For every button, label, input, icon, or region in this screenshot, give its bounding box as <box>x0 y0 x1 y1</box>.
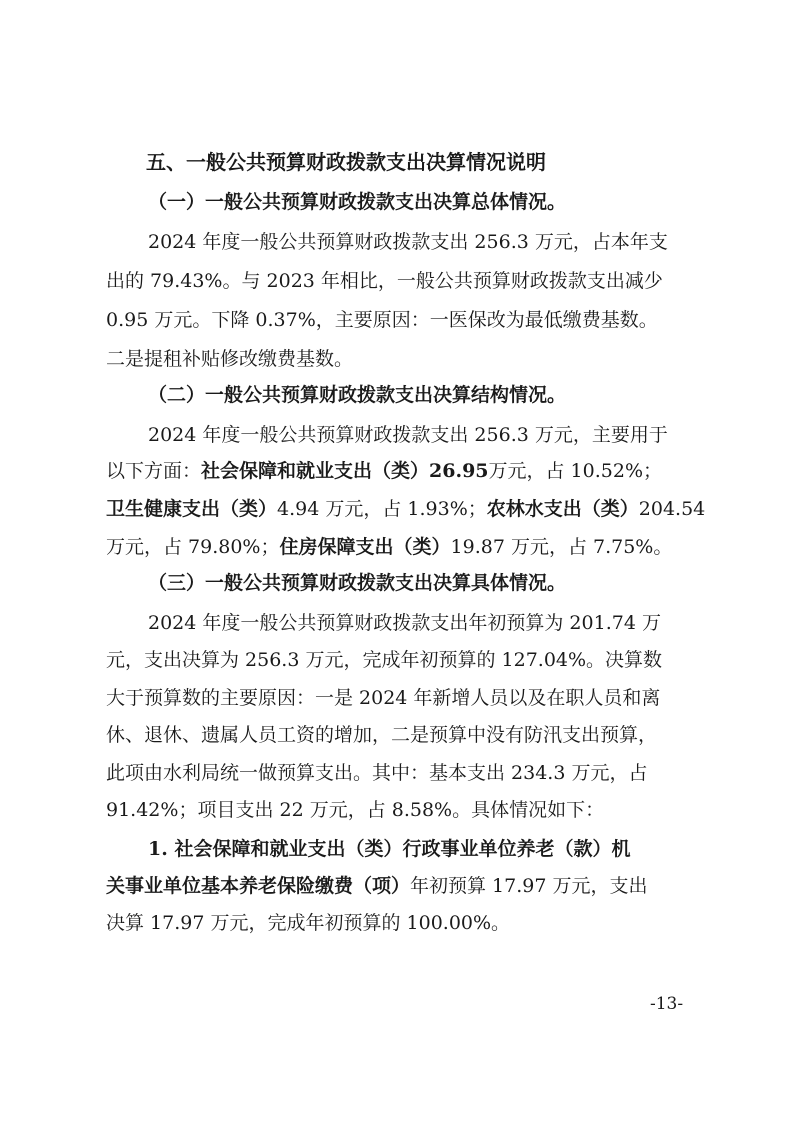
paragraph-line: 2024 年度一般公共预算财政拨款支出 256.3 万元，主要用于 <box>148 424 668 446</box>
paragraph-line: 2024 年度一般公共预算财政拨款支出年初预算为 201.74 万 <box>148 612 661 634</box>
text-run: 以下方面： <box>106 460 202 482</box>
text-run: 204.54 <box>638 498 706 520</box>
paragraph-line <box>106 534 672 560</box>
paragraph-line: 2024 年度一般公共预算财政拨款支出 256.3 万元，占本年支 <box>148 231 668 253</box>
text-run: 万元，占 10.52%； <box>488 460 663 482</box>
paragraph-line: 休、退休、遗属人员工资的增加，二是预算中没有防汛支出预算， <box>106 724 658 746</box>
subsection-title-2: （二）一般公共预算财政拨款支出决算结构情况。 <box>148 384 567 406</box>
paragraph-line: 出的 79.43%。与 2023 年相比，一般公共预算财政拨款支出减少 <box>106 270 663 292</box>
category-housing: 住房保障支出（类） <box>279 536 451 558</box>
paragraph-line: 决算 17.97 万元，完成年初预算的 100.00%。 <box>106 912 511 934</box>
category-agriculture: 农林水支出（类） <box>486 498 639 520</box>
section-heading: 五、一般公共预算财政拨款支出决算情况说明 <box>146 150 546 174</box>
item-title: 1. 社会保障和就业支出（类）行政事业单位养老（款）机 <box>148 838 631 860</box>
subsection-title-3: （三）一般公共预算财政拨款支出决算具体情况。 <box>148 572 567 594</box>
category-social-security: 社会保障和就业支出（类）26.95 <box>201 460 489 482</box>
item-title-continued: 关事业单位基本养老保险缴费（项） <box>106 875 411 897</box>
text-run: 19.87 万元，占 7.75%。 <box>450 536 673 558</box>
paragraph-line: 此项由水利局统一做预算支出。其中：基本支出 234.3 万元，占 <box>106 762 648 784</box>
paragraph-line: 0.95 万元。下降 0.37%，主要原因：一医保改为最低缴费基数。 <box>106 309 658 331</box>
text-run: 年初预算 17.97 万元，支出 <box>410 875 648 897</box>
paragraph-line <box>106 458 662 484</box>
category-health: 卫生健康支出（类） <box>106 498 278 520</box>
page-number: -13- <box>650 994 684 1014</box>
text-run: 4.94 万元，占 1.93%； <box>277 498 487 520</box>
paragraph-line: 91.42%；项目支出 22 万元，占 8.58%。具体情况如下： <box>106 799 605 821</box>
paragraph-line: 元，支出决算为 256.3 万元，完成年初预算的 127.04%。决算数 <box>106 649 663 671</box>
subsection-title-1: （一）一般公共预算财政拨款支出决算总体情况。 <box>148 191 567 213</box>
text-run: 万元，占 79.80%； <box>106 536 280 558</box>
paragraph-line: 二是提租补贴修改缴费基数。 <box>106 348 354 370</box>
paragraph-line <box>106 873 648 899</box>
paragraph-line: 大于预算数的主要原因：一是 2024 年新增人员以及在职人员和离 <box>106 687 661 709</box>
paragraph-line <box>106 496 705 522</box>
